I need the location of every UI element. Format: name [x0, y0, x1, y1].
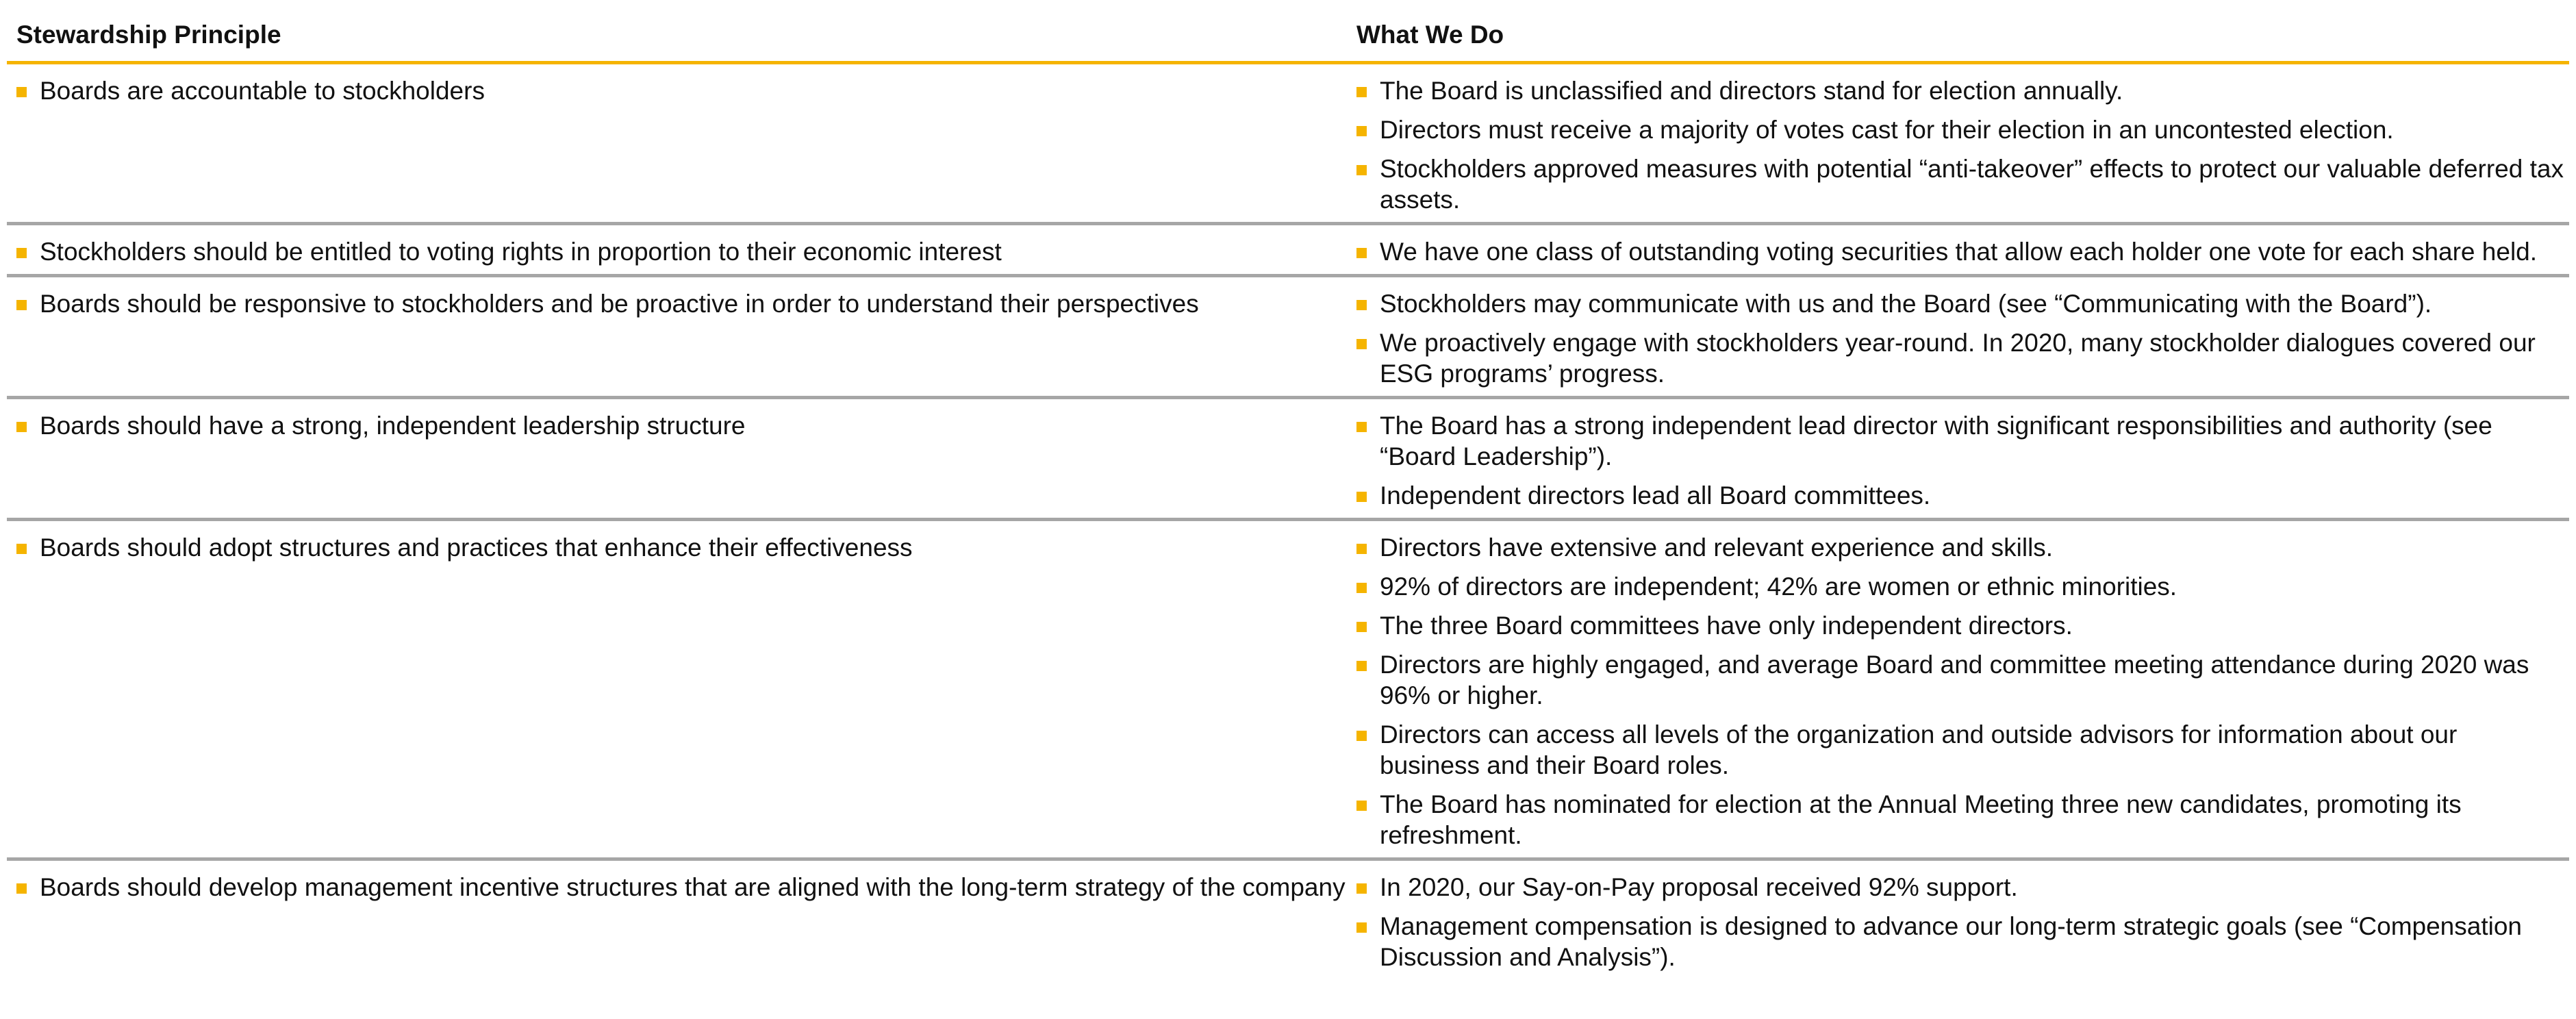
square-bullet-icon [16, 422, 27, 432]
principle-item-text: Boards should develop management incentive structures that are aligned with the long-term strategy of the company [40, 873, 1346, 901]
action-item-text: We have one class of outstanding voting securities that allow each holder one vote for each share held. [1380, 238, 2538, 266]
square-bullet-icon [1356, 126, 1367, 136]
action-item [1356, 327, 2564, 389]
principle-cell [7, 521, 1348, 857]
principle-cell [7, 861, 1348, 979]
action-item-text: The Board has a strong independent lead director with significant responsibilities and authority (see “Board Leadership”). [1380, 412, 2492, 470]
principle-cell [7, 225, 1348, 274]
square-bullet-icon [16, 300, 27, 310]
principle-cell [7, 277, 1348, 396]
square-bullet-icon [16, 87, 27, 97]
square-bullet-icon [16, 883, 27, 894]
square-bullet-icon [16, 248, 27, 258]
principle-item [16, 410, 1348, 441]
actions-cell [1348, 861, 2569, 979]
action-item [1356, 410, 2564, 472]
action-item-text: We proactively engage with stockholders year-round. In 2020, many stockholder dialogues covered our ESG programs’ progress. [1380, 329, 2536, 388]
table-row [7, 64, 2569, 225]
action-item-text: Directors are highly engaged, and average Board and committee meeting attendance during 2020 was 96% or higher. [1380, 651, 2529, 709]
action-item [1356, 532, 2564, 563]
square-bullet-icon [1356, 661, 1367, 671]
action-item [1356, 288, 2564, 319]
square-bullet-icon [1356, 583, 1367, 593]
square-bullet-icon [1356, 165, 1367, 175]
action-item-text: 92% of directors are independent; 42% are women or ethnic minorities. [1380, 573, 2177, 601]
square-bullet-icon [1356, 248, 1367, 258]
action-item [1356, 610, 2564, 641]
action-item [1356, 789, 2564, 851]
principle-item-text: Boards should adopt structures and practices that enhance their effectiveness [40, 533, 913, 562]
action-item-text: In 2020, our Say-on-Pay proposal received 92% support. [1380, 873, 2018, 901]
square-bullet-icon [1356, 544, 1367, 554]
action-item [1356, 153, 2564, 215]
principle-cell [7, 64, 1348, 222]
actions-cell [1348, 521, 2569, 857]
action-item [1356, 236, 2564, 267]
action-item [1356, 649, 2564, 711]
action-item-text: The three Board committees have only independent directors. [1380, 612, 2073, 640]
table-body [7, 64, 2569, 979]
action-item-text: Stockholders approved measures with potential “anti-takeover” effects to protect our valuable deferred tax assets. [1380, 155, 2564, 214]
action-item [1356, 75, 2564, 106]
action-item [1356, 911, 2564, 972]
square-bullet-icon [1356, 622, 1367, 632]
principle-item-text: Boards are accountable to stockholders [40, 77, 485, 105]
actions-cell [1348, 64, 2569, 222]
action-item [1356, 571, 2564, 602]
principle-cell [7, 399, 1348, 518]
table-row [7, 399, 2569, 521]
actions-cell [1348, 225, 2569, 274]
header-what-we-do: What We Do [1356, 21, 1504, 49]
action-item-text: Independent directors lead all Board committees. [1380, 481, 1931, 510]
action-item [1356, 719, 2564, 781]
stewardship-table [7, 0, 2569, 979]
action-item-text: Management compensation is designed to advance our long-term strategic goals (see “Compensation Discussion and Analysis”). [1380, 912, 2522, 971]
principle-item [16, 288, 1348, 319]
square-bullet-icon [1356, 300, 1367, 310]
action-item-text: Directors must receive a majority of votes cast for their election in an uncontested election. [1380, 116, 2394, 144]
square-bullet-icon [1356, 922, 1367, 933]
table-header [7, 0, 2569, 64]
actions-cell [1348, 399, 2569, 518]
square-bullet-icon [1356, 339, 1367, 349]
action-item-text: Directors have extensive and relevant experience and skills. [1380, 533, 2054, 562]
principle-item [16, 532, 1348, 563]
action-item-text: The Board has nominated for election at the Annual Meeting three new candidates, promoting its refreshment. [1380, 790, 2462, 849]
action-item-text: Directors can access all levels of the organization and outside advisors for information about our business and their Board roles. [1380, 720, 2458, 779]
square-bullet-icon [1356, 422, 1367, 432]
principle-item [16, 236, 1348, 267]
square-bullet-icon [16, 544, 27, 554]
header-principle: Stewardship Principle [16, 21, 281, 49]
square-bullet-icon [1356, 731, 1367, 741]
square-bullet-icon [1356, 801, 1367, 811]
table-row [7, 225, 2569, 277]
actions-cell [1348, 277, 2569, 396]
action-item [1356, 114, 2564, 145]
table-row [7, 277, 2569, 399]
action-item [1356, 480, 2564, 511]
principle-item-text: Boards should be responsive to stockholders and be proactive in order to understand their perspectives [40, 290, 1199, 318]
table-row [7, 861, 2569, 979]
principle-item-text: Stockholders should be entitled to voting rights in proportion to their economic interest [40, 238, 1002, 266]
action-item [1356, 872, 2564, 903]
square-bullet-icon [1356, 87, 1367, 97]
action-item-text: Stockholders may communicate with us and the Board (see “Communicating with the Board”). [1380, 290, 2432, 318]
principle-item [16, 872, 1348, 903]
square-bullet-icon [1356, 492, 1367, 502]
principle-item-text: Boards should have a strong, independent leadership structure [40, 412, 746, 440]
action-item-text: The Board is unclassified and directors stand for election annually. [1380, 77, 2123, 105]
table-row [7, 521, 2569, 861]
principle-item [16, 75, 1348, 106]
square-bullet-icon [1356, 883, 1367, 894]
